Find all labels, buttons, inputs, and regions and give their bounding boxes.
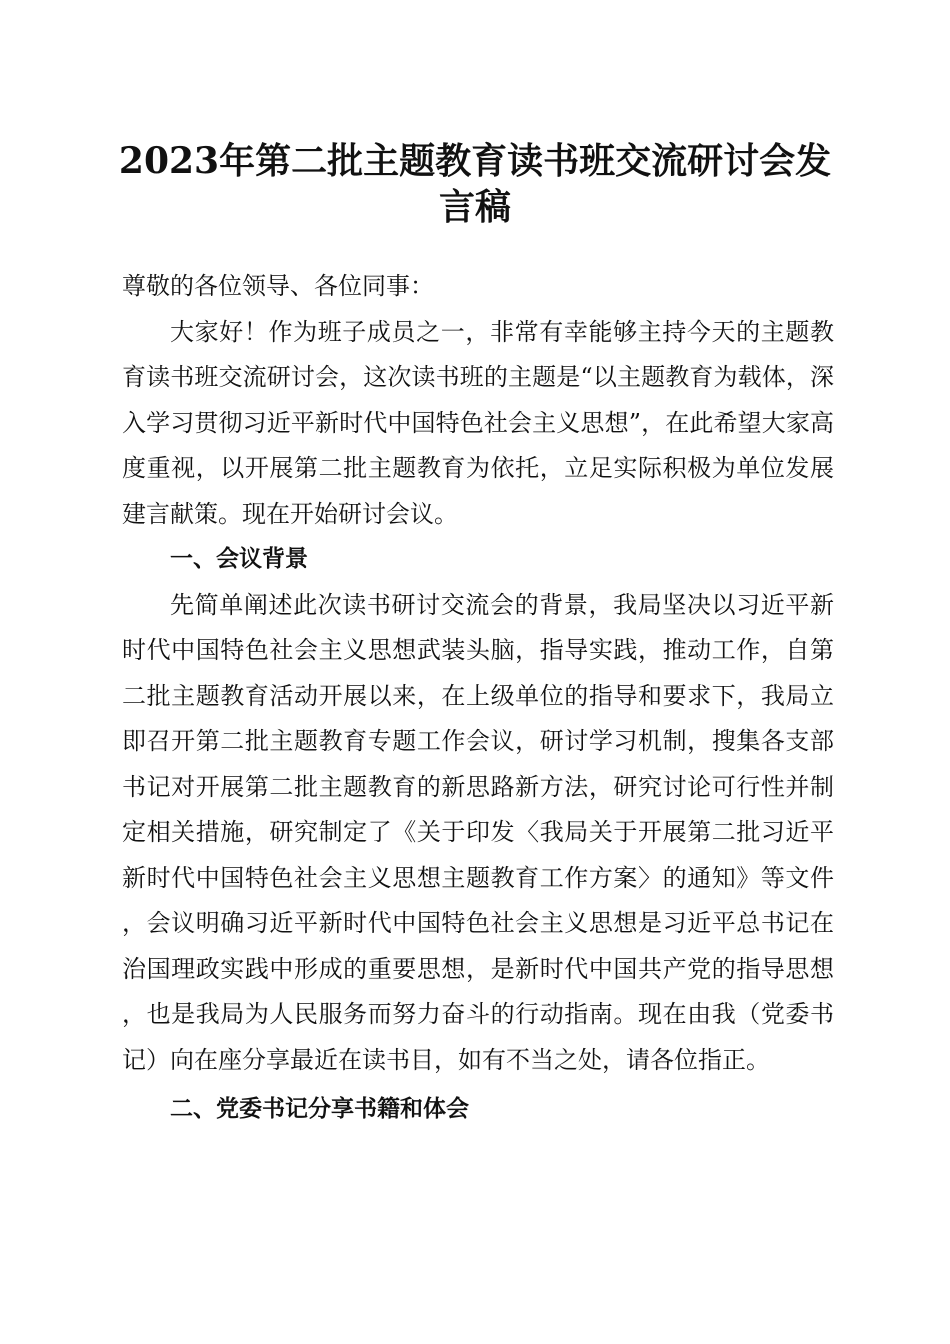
intro-paragraph: 大家好！作为班子成员之一，非常有幸能够主持今天的主题教育读书班交流研讨会，这次读书班的主题是“以主题教育为载体，深入学习贯彻习近平新时代中国特色社会主义思想”，在此希望大家高度重视，以开展第二批主题教育为依托，立足实际积极为单位发展建言献策。现在开始研讨会议。 <box>122 317 834 528</box>
document-body <box>122 264 834 1133</box>
section-heading-background: 一、会议背景 <box>170 546 308 572</box>
document-title-line-1: 2023年第二批主题教育读书班交流研讨会发 <box>118 140 832 182</box>
greeting: 尊敬的各位领导、各位同事： <box>122 272 434 300</box>
section-heading-sharing: 二、党委书记分享书籍和体会 <box>170 1096 469 1122</box>
background-paragraph: 先简单阐述此次读书研讨交流会的背景，我局坚决以习近平新时代中国特色社会主义思想武装头脑，指导实践，推动工作，自第二批主题教育活动开展以来，在上级单位的指导和要求下，我局立即召开第二批主题教育专题工作会议，研讨学习机制，搜集各支部书记对开展第二批主题教育的新思路新方法，研究讨论可行性并制定相关措施，研究制定了《关于印发〈我局关于开展第二批习近平新时代中国特色社会主义思想主题教育工作方案〉的通知》等文件，会议明确习近平新时代中国特色社会主义思想是习近平总书记在治国理政实践中形成的重要思想，是新时代中国共产党的指导思想，也是我局为人民服务而努力奋斗的行动指南。现在由我（党委书记）向在座分享最近在读书目，如有不当之处，请各位指正。 <box>122 590 834 1074</box>
document-title-line-2: 言稿 <box>438 186 511 228</box>
